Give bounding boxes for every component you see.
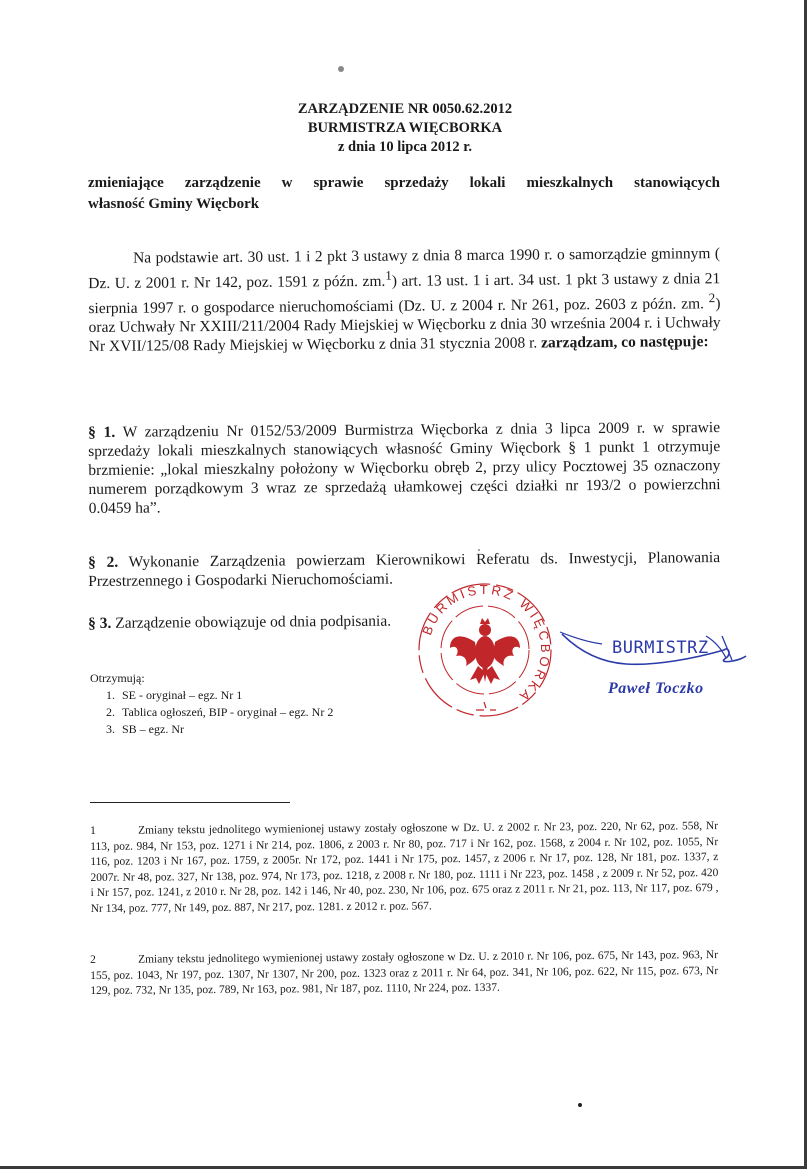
scan-speck xyxy=(338,66,344,72)
signature-stamp-name: Paweł Toczko xyxy=(608,680,704,697)
section-1-mark: § 1. xyxy=(88,423,116,441)
footnote-ref-2: 2 xyxy=(708,290,716,306)
section-2-text: Wykonanie Zarządzenia powierzam Kierownikowi Referatu ds. Inwestycji, Planowania Przestrzennego i Gospodarki Nieruchomościami. xyxy=(88,549,721,590)
legal-basis-paragraph xyxy=(88,244,721,356)
section-1-text: W zarządzeniu Nr 0152/53/2009 Burmistrza Więcborka z dnia 3 lipca 2009 r. w sprawie sprzedaży lokali mieszkalnych stanowiących własność Gminy Więcbork § 1 punkt 1 otrzymuje brzmienie: „lokal mieszkalny położony w Więcborku obręb 2, przy ulicy Pocztowej 35 oznaczony numerem porządkowym 3 wraz ze sprzedażą ułamkowej części działki nr 193/2 o powierzchni 0.0459 ha”. xyxy=(88,419,721,517)
legal-basis-text-end: ) oraz Uchwały Nr XXIII/211/2004 Rady Miejskiej w Więcborku z dnia 30 września 2004 r. i Uchwały Nr XVII/125/08 Rady Miejskiej w Więcborku z dnia 31 stycznia 2008 r. xyxy=(88,295,721,356)
section-3-mark: § 3. xyxy=(88,614,112,632)
document-issuer: BURMISTRZA WIĘCBORKA xyxy=(307,120,503,136)
legal-basis-text-cont: ) art. 13 ust. 1 i art. 34 ust. 1 pkt 3 ustawy z dnia 21 sierpnia 1997 r. o gospodarce nieruchomościami (Dz. U. z 2004 r. Nr 261, poz. 2603 z późn. zm. xyxy=(88,270,721,318)
recipients-heading: Otrzymują: xyxy=(90,671,145,685)
footnote-2-text: Zmiany tekstu jednolitego wymienionej ustawy zostały ogłoszone w Dz. U. z 2010 r. Nr 106, poz. 675, Nr 143, poz. 963, Nr 155, poz. 1043, Nr 197, poz. 1307, Nr 1307, Nr 200, poz. 1323 oraz z 2011 r. Nr 64, poz. 341, Nr 106, poz. 622, Nr 115, poz. 673, Nr 129, poz. 732, Nr 135, poz. 789, Nr 163, poz. 981, Nr 187, poz. 1110, Nr 224, poz. 1337. xyxy=(90,949,719,997)
seal-ring-text: BURMISTRZ WIĘCBORKA xyxy=(419,581,554,706)
legal-basis-text: Na podstawie art. 30 ust. 1 i 2 pkt 3 ustawy z dnia 8 marca 1990 r. o samorządzie gminnym ( Dz. U. z 2001 r. Nr 142, poz. 1591 z późn. zm. xyxy=(88,245,721,293)
footnote-2 xyxy=(90,948,718,999)
recipients-list xyxy=(90,670,333,738)
subject-word: w xyxy=(281,175,293,191)
footnote-separator xyxy=(90,802,290,803)
footnote-2-number: 2 xyxy=(90,953,96,966)
scan-speck xyxy=(578,1103,582,1107)
section-2-mark: § 2. xyxy=(88,553,119,571)
footnote-ref-1: 1 xyxy=(385,267,392,283)
decree-clause: zarządzam, co następuje: xyxy=(541,333,709,352)
section-2 xyxy=(88,548,720,591)
subject-word: zmieniające xyxy=(88,175,164,191)
footnote-1-text: Zmiany tekstu jednolitego wymienionej ustawy zostały ogłoszone w Dz. U. z 2002 r. Nr 23, poz. 220, Nr 62, poz. 558, Nr 113, poz. 984, Nr 153, poz. 1271 i Nr 214, poz. 1806, z 2003 r. Nr 80, poz. 717 i Nr 162, poz. 1568, z 2004 r. Nr 102, poz. 1055, Nr 116, poz. 1203 i Nr 167, poz. 1759, z 2005r. Nr 172, poz. 1441 i Nr 175, poz. 1457, z 2006 r. Nr 17, poz. 128, Nr 181, poz. 1337, z 2007r. Nr 48, poz. 327, Nr 138, poz. 974, Nr 173, poz. 1218, z 2008 r. Nr 180, poz. 1111 i Nr 223, poz. 1458 , z 2009 r. Nr 52, poz. 420 i Nr 157, poz. 1241, z 2010 r. Nr 28, poz. 142 i 146, Nr 40, poz. 230, Nr 106, poz. 675 oraz z 2011 r. Nr 21, poz. 113, Nr 117, poz. 679 , Nr 134, poz. 777, Nr 149, poz. 887, Nr 217, poz. 1281. z 2012 r. poz. 567. xyxy=(90,820,719,915)
document-title: ZARZĄDZENIE NR 0050.62.2012 xyxy=(297,101,513,117)
document-date: z dnia 10 lipca 2012 r. xyxy=(337,139,472,155)
eagle-emblem-icon xyxy=(450,618,520,684)
subject-word: sprawie xyxy=(313,175,364,191)
recipient-item: 1. SE - oryginał – egz. Nr 1 xyxy=(118,687,333,704)
subject-word: zarządzenie xyxy=(184,175,261,191)
document-subject xyxy=(88,173,720,215)
subject-word: mieszkalnych xyxy=(526,175,614,191)
subject-word: stanowiących xyxy=(634,175,720,191)
subject-line-2: własność Gminy Więcbork xyxy=(88,196,260,212)
recipient-item: 3. SB – egz. Nr xyxy=(118,721,333,738)
recipient-item: 2. Tablica ogłoszeń, BIP - oryginał – egz. Nr 2 xyxy=(118,704,333,721)
section-1 xyxy=(88,418,721,518)
signature-stamp-title: BURMISTRZ xyxy=(612,638,709,658)
official-seal-stamp xyxy=(410,580,560,720)
footnote-1-number: 1 xyxy=(90,824,96,837)
footnote-1 xyxy=(90,819,719,917)
section-3-text: Zarządzenie obowiązuje od dnia podpisania. xyxy=(111,612,392,632)
subject-word: sprzedaży xyxy=(384,175,449,191)
subject-line-1 xyxy=(88,173,720,194)
document-header xyxy=(200,100,610,157)
subject-word: lokali xyxy=(469,175,506,191)
